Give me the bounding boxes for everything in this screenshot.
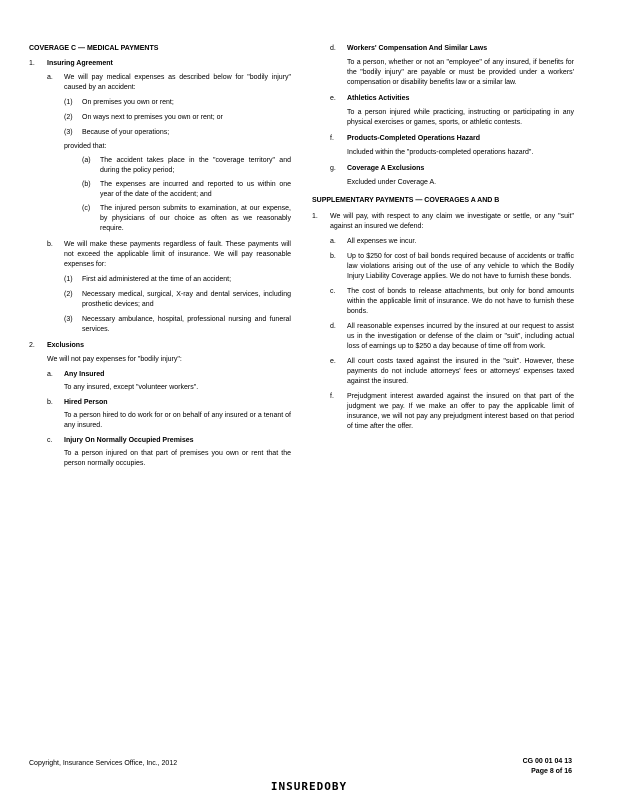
copyright-notice: Copyright, Insurance Services Office, Inc., 2012 — [29, 760, 178, 767]
watermark: INSUREDOBY — [270, 780, 348, 793]
supp-item-f: f. Prejudgment interest awarded against the insured on that part of the judgment we pay. If we make an offer to pay the applicable limit of insurance, we will not pay any prejudgment interest based on that period of time after the offer. — [330, 393, 574, 430]
provided-that: provided that: — [64, 143, 107, 150]
left-column — [29, 44, 291, 469]
exclusion-f: f. Products-Completed Operations Hazard Included within the "products-completed operations hazard". — [330, 135, 534, 156]
right-column — [312, 44, 574, 432]
exclusion-c: c. Injury On Normally Occupied Premises To a person injured on that part of premises you own or rent that the person normally occupies. — [47, 437, 291, 467]
supp-item-a: a. All expenses we incur. — [330, 238, 417, 245]
coverage-c-heading: COVERAGE C — MEDICAL PAYMENTS — [29, 45, 159, 52]
exclusion-e: e. Athletics Activities To a person injured while practicing, instructing or participating in any physical exercises or games, sports, or athletic contests. — [330, 95, 574, 126]
page-footer — [486, 757, 572, 777]
supp-section-1: 1. We will pay, with respect to any claim we investigate or settle, or any "suit" against an insured we defend: — [312, 213, 574, 230]
insuring-a-item-2: (2) On ways next to premises you own or rent; or — [64, 114, 223, 121]
supp-item-b: b. Up to $250 for cost of bail bonds required because of accidents or traffic law violations arising out of the use of any vehicle to which the Bodily Injury Liability Coverage applies. We do not have to furnish these bonds. — [330, 253, 574, 280]
supp-item-d: d. All reasonable expenses incurred by the insured at our request to assist us in the investigation or defense of the claim or "suit", including actual loss of earnings up to $250 a day because of time off from work. — [330, 323, 574, 350]
insuring-a: a. We will pay medical expenses as described below for "bodily injury" caused by an accident: — [47, 74, 291, 91]
exclusion-b: b. Hired Person To a person hired to do work for or on behalf of any insured or a tenant of any insured. — [47, 399, 291, 429]
insuring-b-item-2: (2) Necessary medical, surgical, X-ray and dental services, including prosthetic devices; and — [64, 291, 291, 308]
form-number: CG 00 01 04 13 — [522, 758, 572, 765]
insuring-b: b. We will make these payments regardless of fault. These payments will not exceed the applicable limit of insurance. We will pay reasonable expenses for: — [47, 241, 291, 268]
insuring-b-item-3: (3) Necessary ambulance, hospital, professional nursing and funeral services. — [64, 316, 291, 333]
exclusion-g: g. Coverage A Exclusions Excluded under Coverage A. — [330, 165, 437, 186]
supp-item-c: c. The cost of bonds to release attachments, but only for bond amounts within the applicable limit of insurance. We do not have to furnish these bonds. — [330, 288, 574, 315]
supp-item-e: e. All court costs taxed against the insured in the "suit". However, these payments do not include attorneys' fees or attorneys' expenses taxed against the insured. — [330, 358, 574, 385]
section-2-title: 2. Exclusions — [29, 342, 84, 349]
insuring-a-item-1: (1) On premises you own or rent; — [64, 99, 174, 106]
provided-item-b: (b) The expenses are incurred and reported to us within one year of the date of the accident; and — [82, 181, 291, 198]
exclusion-d: d. Workers' Compensation And Similar Laws To a person, whether or not an "employee" of any insured, if benefits for the "bodily injury" are payable or must be provided under a workers' compensation or disability benefits law or a similar law. — [330, 45, 574, 86]
insuring-b-item-1: (1) First aid administered at the time of an accident; — [64, 276, 232, 283]
provided-item-c: (c) The injured person submits to examination, at our expense, by physicians of our choice as often as we reasonably require. — [82, 205, 291, 232]
exclusions-intro: We will not pay expenses for "bodily injury": — [47, 356, 182, 363]
page-number: Page 8 of 16 — [531, 768, 572, 775]
provided-item-a: (a) The accident takes place in the "coverage territory" and during the policy period; — [82, 157, 291, 174]
supplementary-payments-heading: SUPPLEMENTARY PAYMENTS — COVERAGES A AND B — [312, 197, 500, 204]
exclusion-a: a. Any Insured To any insured, except "volunteer workers". — [47, 371, 199, 391]
section-1-title: 1. Insuring Agreement — [29, 60, 113, 67]
insuring-a-item-3: (3) Because of your operations; — [64, 129, 170, 136]
